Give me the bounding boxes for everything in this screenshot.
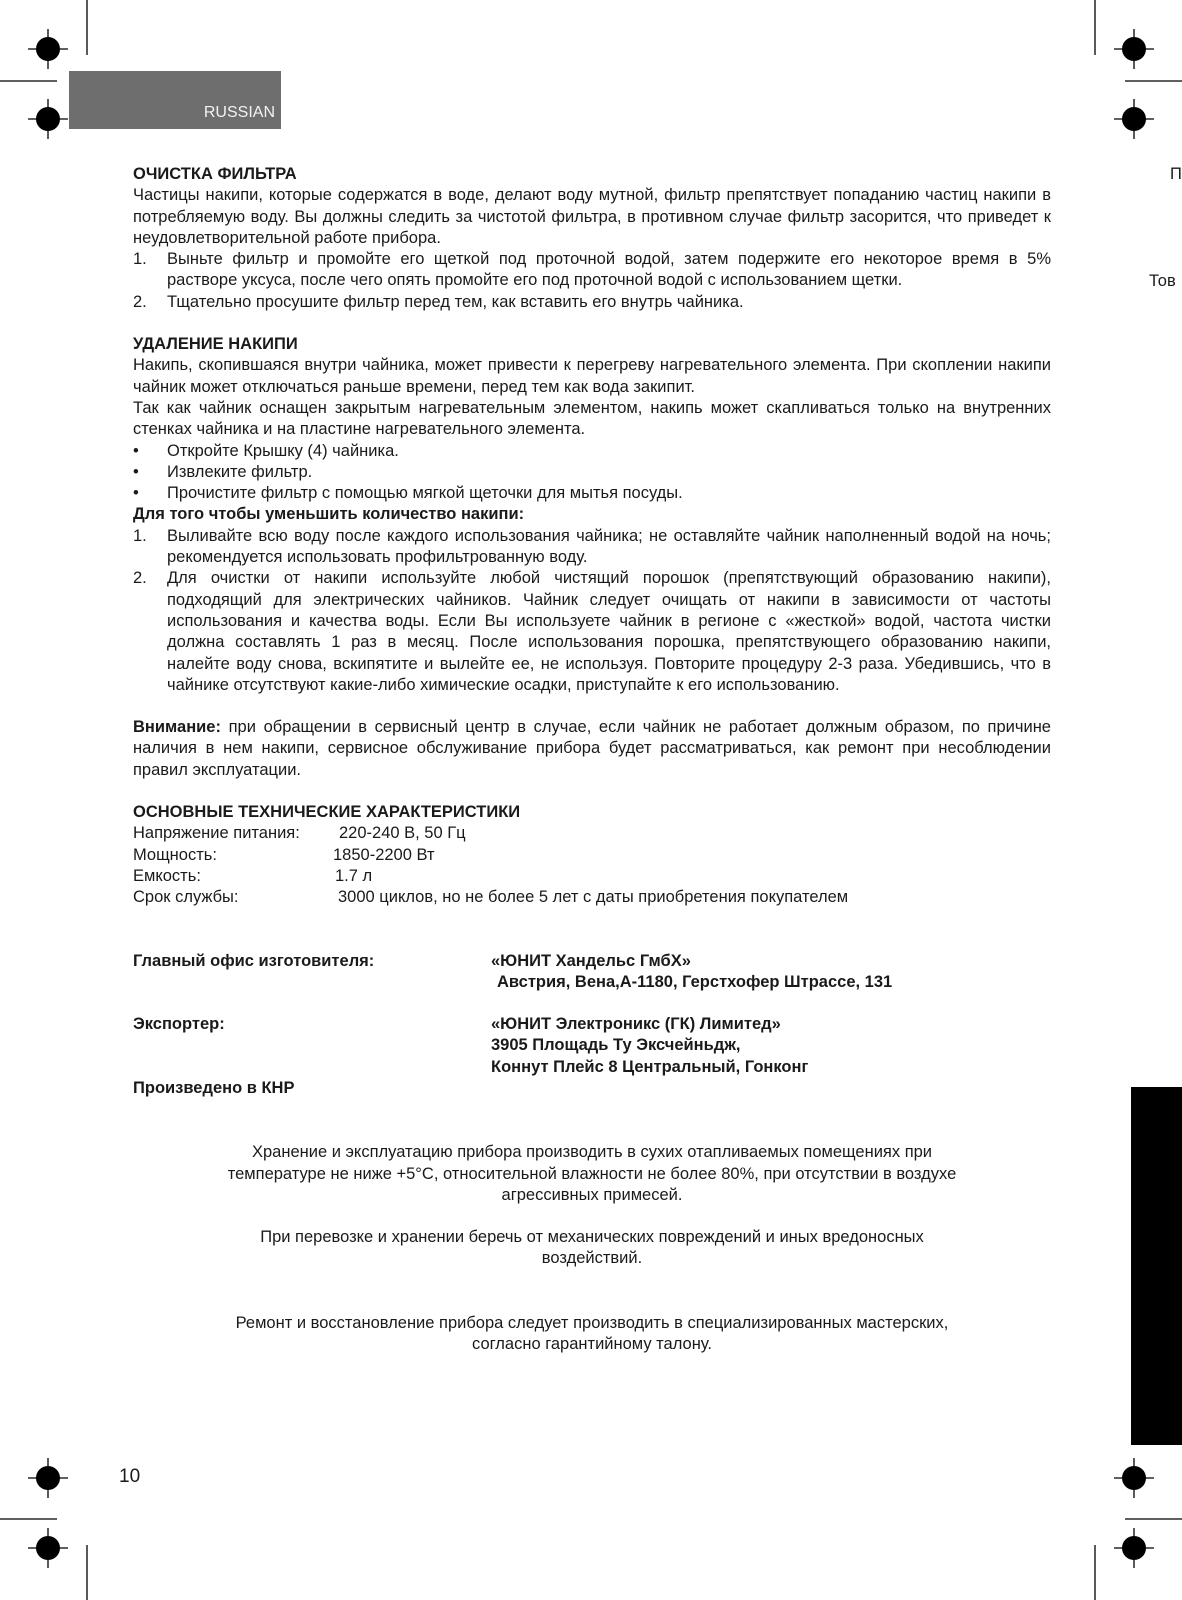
bullet-item [133, 462, 1051, 483]
list-number: 1. [133, 526, 147, 545]
spec-value: 220-240 В, 50 Гц [339, 824, 466, 843]
section-title: ОЧИСТКА ФИЛЬТРА [133, 165, 297, 183]
spec-label: Мощность: [133, 845, 217, 864]
list-text: Для очистки от накипи используйте любой чистящий порошок (препятствующий образованию накипи), подходящий для электрических чайников. Чайник следует очищать от накипи в зависимости от частоты использования и качества воды. Если Вы используете чайник в регионе с «жесткой» водой, частота чистки должна составлять 1 раз в месяц. После использования порошка, препятствующего образованию накипи, налейте воду снова, вскипятите и вылейте ее, не используя. Повторите процедуру 2-3 раза. Убедившись, что в чайнике отсутствуют какие-либо химические осадки, приступайте к его использованию. [167, 569, 1051, 694]
manufacturer-label: Главный офис изготовителя: [133, 951, 375, 970]
list-text: Выньте фильтр и промойте его щеткой под проточной водой, затем подержите его некоторое время в 5% растворе уксуса, после чего опять промойте его под проточной водой с использованием щетки. [167, 250, 1051, 290]
list-text: Извлеките фильтр. [167, 462, 313, 481]
bullet-icon: • [133, 484, 139, 503]
paragraph: Частицы накипи, которые содержатся в воде, делают воду мутной, фильтр препятствует попаданию частиц накипи в потребляемую воду. Вы должны следить за чистотой фильтра, в противном случае фильтр засорится, что приведет к неудовлетворительной работе прибора. [133, 186, 1051, 247]
page-number: 10 [119, 1466, 141, 1487]
note-line: Ремонт и восстановление прибора следует производить в специализированных мастерских, [235, 1313, 949, 1332]
edge-text-middle: Тов [1149, 272, 1176, 290]
note-line: воздействий. [541, 1249, 643, 1268]
list-text: Выливайте всю воду после каждого использования чайника; не оставляйте чайник наполненный водой на ночь; рекомендуется использовать профильтрованную воду. [167, 526, 1051, 567]
spec-label: Напряжение питания: [133, 824, 300, 843]
manufacturer-block [133, 951, 1051, 994]
manufacturer-name: «ЮНИТ Хандельс ГмбХ» [491, 951, 691, 970]
list-text: Прочистите фильтр с помощью мягкой щеточки для мытья посуды. [167, 484, 683, 503]
list-item [133, 526, 1051, 569]
list-number: 1. [133, 250, 147, 269]
language-label: RUSSIAN [203, 103, 275, 121]
repair-note [133, 1313, 1051, 1356]
section-title: УДАЛЕНИЕ НАКИПИ [133, 335, 298, 354]
exporter-address-line: 3905 Площадь Ту Эксчейньдж, [491, 1036, 741, 1055]
spec-label: Срок службы: [133, 888, 239, 907]
bullet-item [133, 441, 1051, 462]
list-item [133, 292, 1051, 313]
subsection-title: Для того чтобы уменьшить количество накипи: [133, 505, 525, 524]
made-in-text: Произведено в КНР [133, 1078, 295, 1097]
descaling-section [133, 334, 1051, 696]
paragraph: Так как чайник оснащен закрытым нагревательным элементом, накипь может скапливаться только на внутренних стенках чайника и на пластине нагревательного элемента. [133, 398, 1051, 439]
exporter-block [133, 1014, 1051, 1078]
note-line: согласно гарантийному талону. [472, 1335, 712, 1354]
transport-note [133, 1227, 1051, 1270]
storage-note [133, 1142, 1051, 1206]
list-item [133, 568, 1051, 696]
warning-text: при обращении в сервисный центр в случае, если чайник не работает должным образом, по причине наличия в нем накипи, сервисное обслуживание прибора будет рассматриваться, как ремонт при несоблюдении правил эксплуатации. [133, 718, 1051, 779]
bullet-icon: • [133, 462, 139, 481]
edge-text-top: П [1170, 165, 1182, 183]
warning-label: Внимание: [133, 718, 221, 737]
bullet-item [133, 483, 1051, 504]
list-number: 2. [133, 569, 147, 588]
specifications-section [133, 802, 1051, 908]
spec-value: 3000 циклов, но не более 5 лет с даты приобретения покупателем [338, 888, 849, 907]
list-text: Откройте Крышку (4) чайника. [167, 441, 399, 460]
page-content [133, 164, 1051, 1355]
side-black-bar [1131, 1087, 1182, 1445]
spec-value: 1.7 л [335, 866, 373, 885]
exporter-address-line: Коннут Плейс 8 Центральный, Гонконг [491, 1057, 809, 1076]
note-line: Хранение и эксплуатацию прибора производить в сухих отапливаемых помещениях при [251, 1143, 933, 1162]
spec-value: 1850-2200 Вт [333, 845, 435, 864]
warning-paragraph [133, 717, 1051, 781]
note-line: температуре не ниже +5°С, относительной влажности не более 80%, при отсутствии в воздухе [227, 1164, 957, 1183]
section-title: ОСНОВНЫЕ ТЕХНИЧЕСКИЕ ХАРАКТЕРИСТИКИ [133, 803, 521, 822]
exporter-name: «ЮНИТ Электроникс (ГК) Лимитед» [491, 1015, 781, 1034]
spec-row [133, 866, 1051, 887]
bullet-icon: • [133, 441, 139, 460]
paragraph: Накипь, скопившаяся внутри чайника, может привести к перегреву нагревательного элемента. При скоплении накипи чайник может отключаться раньше времени, перед тем как вода закипит. [133, 356, 1051, 396]
spec-row [133, 845, 1051, 866]
filter-cleaning-section [133, 164, 1051, 313]
spec-row [133, 887, 1051, 908]
language-tab [69, 71, 281, 129]
note-line: агрессивных примесей. [501, 1185, 683, 1204]
note-line: При перевозке и хранении беречь от механических повреждений и иных вредоносных [260, 1228, 924, 1247]
spec-label: Емкость: [133, 866, 201, 885]
manufacturer-address: Австрия, Вена,А-1180, Герстхофер Штрассе, 131 [497, 972, 893, 991]
exporter-label: Экспортер: [133, 1015, 225, 1034]
list-number: 2. [133, 292, 147, 311]
list-text: Тщательно просушите фильтр перед тем, как вставить его внутрь чайника. [167, 292, 744, 311]
list-item [133, 249, 1051, 292]
spec-row [133, 823, 1051, 844]
